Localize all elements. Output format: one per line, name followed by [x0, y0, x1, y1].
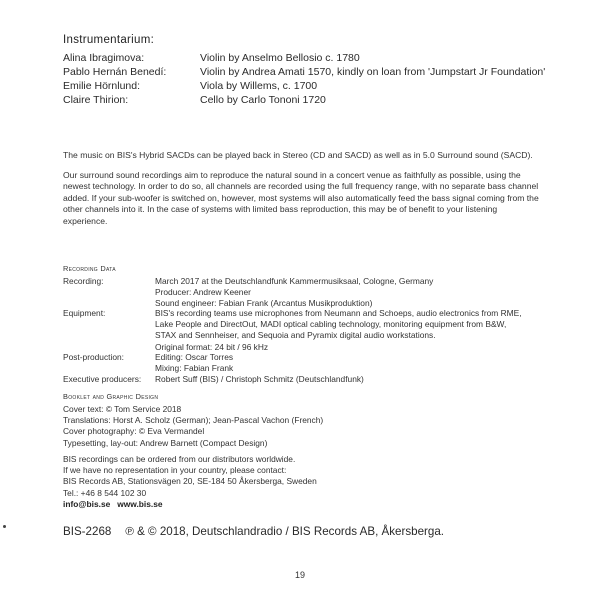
instrument-description: Cello by Carlo Tononi 1720: [200, 94, 326, 106]
margin-mark: [3, 525, 6, 528]
recording-line: Sound engineer: Fabian Frank (Arcantus Musikproduktion): [155, 298, 373, 309]
player-name: Alina Ibragimova:: [63, 52, 145, 64]
distribution-line: Tel.: +46 8 544 102 30: [63, 487, 147, 498]
postproduction-line: Mixing: Fabian Frank: [155, 363, 234, 374]
player-name: Claire Thirion:: [63, 94, 129, 106]
recording-label: Recording:: [63, 276, 104, 286]
recording-details: [155, 276, 433, 310]
postproduction-details: [155, 352, 233, 374]
player-name: Pablo Hernán Benedí:: [63, 66, 167, 78]
sacd-note: [63, 150, 543, 161]
distribution-info: [63, 454, 317, 510]
distribution-line: BIS Records AB, Stationsvägen 20, SE-184 50 Åkersberga, Sweden: [63, 476, 317, 487]
postproduction-label: Post-production:: [63, 352, 124, 362]
recording-line: Producer: Andrew Keener: [155, 287, 251, 298]
booklet-heading: [63, 392, 158, 401]
surround-paragraph-text: Our surround sound recordings aim to reproduce the natural sound in a concert venue as faithfully as possible, using the newest technology. In order to do so, all channels are recorded using the full frequency range, with no separate bass channel added. If your sub-woofer is switched on, however, most systems will also automatically feed the bass signal coming from the other channels into it. In the case of systems with limited bass reproduction, this may be of benefit to your listening experience.: [63, 170, 539, 226]
equipment-line: STAX and Sennheiser, and Sequoia and Pyramix digital audio workstations.: [155, 330, 436, 341]
equipment-line: BIS's recording teams use microphones from Neumann and Schoeps, audio electronics from RME,: [155, 308, 522, 318]
page-number: [0, 570, 600, 580]
instrument-description: Violin by Andrea Amati 1570, kindly on loan from 'Jumpstart Jr Foundation': [200, 66, 546, 78]
page-number-text: 19: [294, 570, 305, 580]
postproduction-line: Editing: Oscar Torres: [155, 352, 234, 362]
footer-copyright: [63, 525, 444, 538]
distribution-line: If we have no representation in your country, please contact:: [63, 465, 287, 476]
equipment-details: [155, 308, 522, 353]
instrumentarium-heading-text: Instrumentarium:: [63, 34, 155, 46]
instrument-description: Violin by Anselmo Bellosio c. 1780: [200, 52, 360, 64]
credit-line: Cover photography: © Eva Vermandel: [63, 426, 205, 437]
sacd-note-text: The music on BIS's Hybrid SACDs can be played back in Stereo (CD and SACD) as well as in 5.0 Surround sound (SACD).: [63, 150, 533, 160]
equipment-label: Equipment:: [63, 308, 106, 318]
contact-web: info@bis.se www.bis.se: [63, 498, 163, 509]
catalogue-number: BIS-2268: [63, 525, 112, 538]
instrument-description: Viola by Willems, c. 1700: [200, 80, 318, 92]
recording-data-heading-text: Recording Data: [63, 264, 116, 273]
booklet-credits: [63, 404, 323, 449]
instrument-row: [63, 52, 360, 64]
instrument-row: [63, 66, 545, 78]
instrumentarium-heading: [63, 34, 154, 46]
recording-line: March 2017 at the Deutschlandfunk Kammermusiksaal, Cologne, Germany: [155, 276, 434, 286]
instrument-row: [63, 80, 317, 92]
equipment-line: Lake People and DirectOut, MADI optical cabling technology, monitoring equipment from B&W,: [155, 319, 507, 330]
executive-details: [155, 374, 364, 385]
recording-data-heading: [63, 264, 116, 273]
copyright-notice: ℗ & © 2018, Deutschlandradio / BIS Records AB, Åkersberga.: [125, 525, 445, 538]
distribution-line: BIS recordings can be ordered from our distributors worldwide.: [63, 454, 296, 464]
player-name: Emilie Hörnlund:: [63, 80, 141, 92]
instrument-row: [63, 94, 326, 106]
credit-line: Typesetting, lay-out: Andrew Barnett (Compact Design): [63, 437, 268, 448]
surround-paragraph: [63, 170, 541, 227]
executive-line: Robert Suff (BIS) / Christoph Schmitz (Deutschlandfunk): [155, 374, 364, 384]
equipment-line: Original format: 24 bit / 96 kHz: [155, 341, 269, 352]
credit-line: Translations: Horst A. Scholz (German); Jean-Pascal Vachon (French): [63, 415, 324, 426]
booklet-heading-text: Booklet and Graphic Design: [63, 392, 159, 401]
credit-line: Cover text: © Tom Service 2018: [63, 404, 182, 414]
executive-label: Executive producers:: [63, 374, 142, 384]
